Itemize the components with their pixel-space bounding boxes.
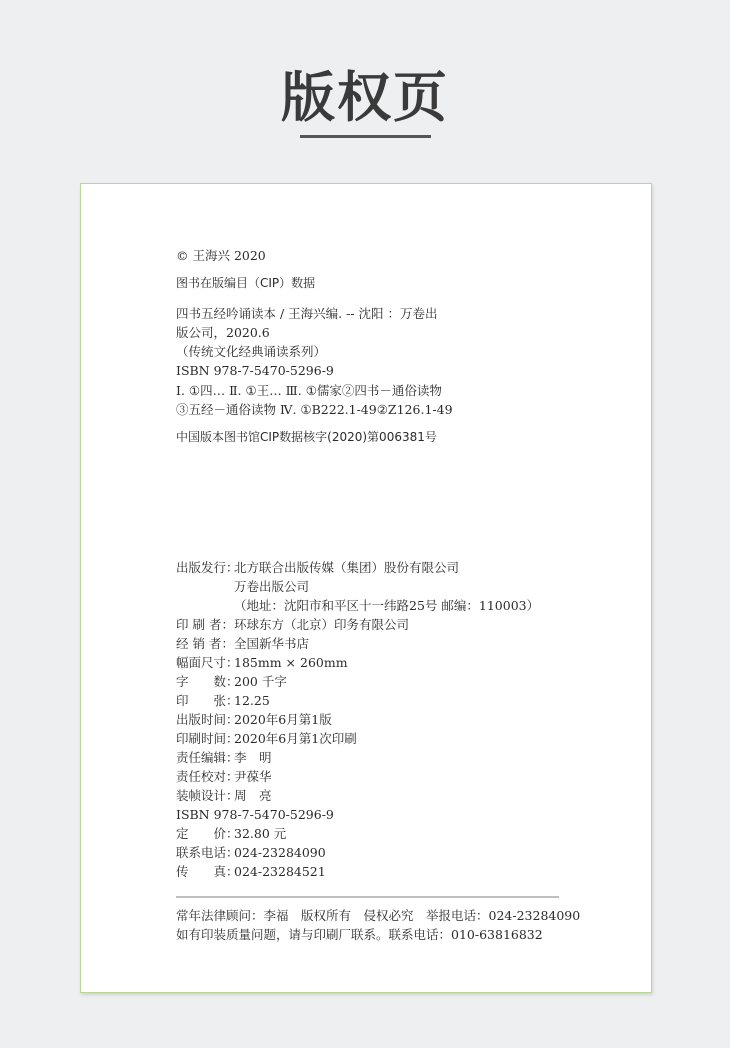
info-row <box>176 653 539 672</box>
info-label: 联系电话： <box>176 845 239 860</box>
info-row <box>176 748 539 767</box>
info-label: 责任校对： <box>176 769 239 784</box>
info-row <box>176 767 539 786</box>
info-label <box>176 577 234 596</box>
cip-body <box>176 304 438 380</box>
info-value: 185mm × 260mm <box>234 655 348 670</box>
info-label: 传 真： <box>176 864 239 879</box>
classification-line: ③五经－通俗读物 Ⅳ. ①B222.1-49②Z126.1-49 <box>176 402 453 417</box>
info-row <box>176 862 539 881</box>
title-underline <box>300 135 431 138</box>
info-row <box>176 615 539 634</box>
info-row <box>176 672 539 691</box>
info-row <box>176 805 539 824</box>
info-label: 印 张： <box>176 693 239 708</box>
info-label: 出版发行： <box>176 560 239 575</box>
info-value: 全国新华书店 <box>234 636 310 651</box>
info-label: 幅面尺寸： <box>176 655 239 670</box>
cip-title: 图书在版编目（CIP）数据 <box>176 276 316 290</box>
info-value: 12.25 <box>234 693 270 708</box>
info-row <box>176 558 539 577</box>
info-value: 李 明 <box>234 750 272 765</box>
cip-approval-number: 中国版本图书馆CIP数据核字(2020)第006381号 <box>176 430 437 444</box>
info-row <box>176 691 539 710</box>
info-value: ISBN 978-7-5470-5296-9 <box>176 807 334 822</box>
cip-line: （传统文化经典诵读系列） <box>176 344 327 359</box>
cip-line: 版公司，2020.6 <box>176 325 270 340</box>
info-value: 周 亮 <box>234 788 272 803</box>
info-label: 装帧设计： <box>176 788 239 803</box>
footer-line: 如有印装质量问题，请与印刷厂联系。联系电话：010-63816832 <box>176 927 543 942</box>
info-row <box>176 577 539 596</box>
info-value: 北方联合出版传媒（集团）股份有限公司 <box>234 560 460 575</box>
info-row <box>176 634 539 653</box>
info-row <box>176 843 539 862</box>
info-row <box>176 786 539 805</box>
divider <box>176 896 559 898</box>
info-row <box>176 596 539 615</box>
copyright-sheet <box>80 183 652 993</box>
publication-info <box>176 558 539 881</box>
info-row <box>176 729 539 748</box>
info-row <box>176 710 539 729</box>
info-label: 出版时间： <box>176 712 239 727</box>
cip-line: 四书五经吟诵读本 / 王海兴编. -- 沈阳 ：万卷出 <box>176 306 438 321</box>
info-label: 印 刷 者： <box>176 617 234 632</box>
classification-line: Ⅰ. ①四… Ⅱ. ①王… Ⅲ. ①儒家②四书－通俗读物 <box>176 383 442 398</box>
cip-line: ISBN 978-7-5470-5296-9 <box>176 363 334 378</box>
info-value: 环球东方（北京）印务有限公司 <box>234 617 410 632</box>
info-value: 32.80 元 <box>234 826 287 841</box>
footer-notes <box>176 906 580 944</box>
info-label: 字 数： <box>176 674 239 689</box>
info-value: 024-23284521 <box>234 864 326 879</box>
page-title: 版权页 <box>281 66 449 129</box>
info-label: 责任编辑： <box>176 750 239 765</box>
info-value: （地址：沈阳市和平区十一纬路25号 邮编：110003） <box>234 598 540 613</box>
info-value: 尹葆华 <box>234 769 272 784</box>
info-row <box>176 824 539 843</box>
info-value: 2020年6月第1次印刷 <box>234 731 357 746</box>
copyright-line: © 王海兴 2020 <box>176 248 266 263</box>
info-value: 200 千字 <box>234 674 287 689</box>
info-value: 024-23284090 <box>234 845 326 860</box>
info-value: 万卷出版公司 <box>234 579 310 594</box>
info-value: 2020年6月第1版 <box>234 712 332 727</box>
info-label: 经 销 者： <box>176 636 234 651</box>
info-label: 定 价： <box>176 826 239 841</box>
info-label <box>176 596 234 615</box>
classification-block <box>176 381 453 419</box>
info-label: 印刷时间： <box>176 731 239 746</box>
footer-line: 常年法律顾问：李福 版权所有 侵权必究 举报电话：024-23284090 <box>176 908 581 923</box>
